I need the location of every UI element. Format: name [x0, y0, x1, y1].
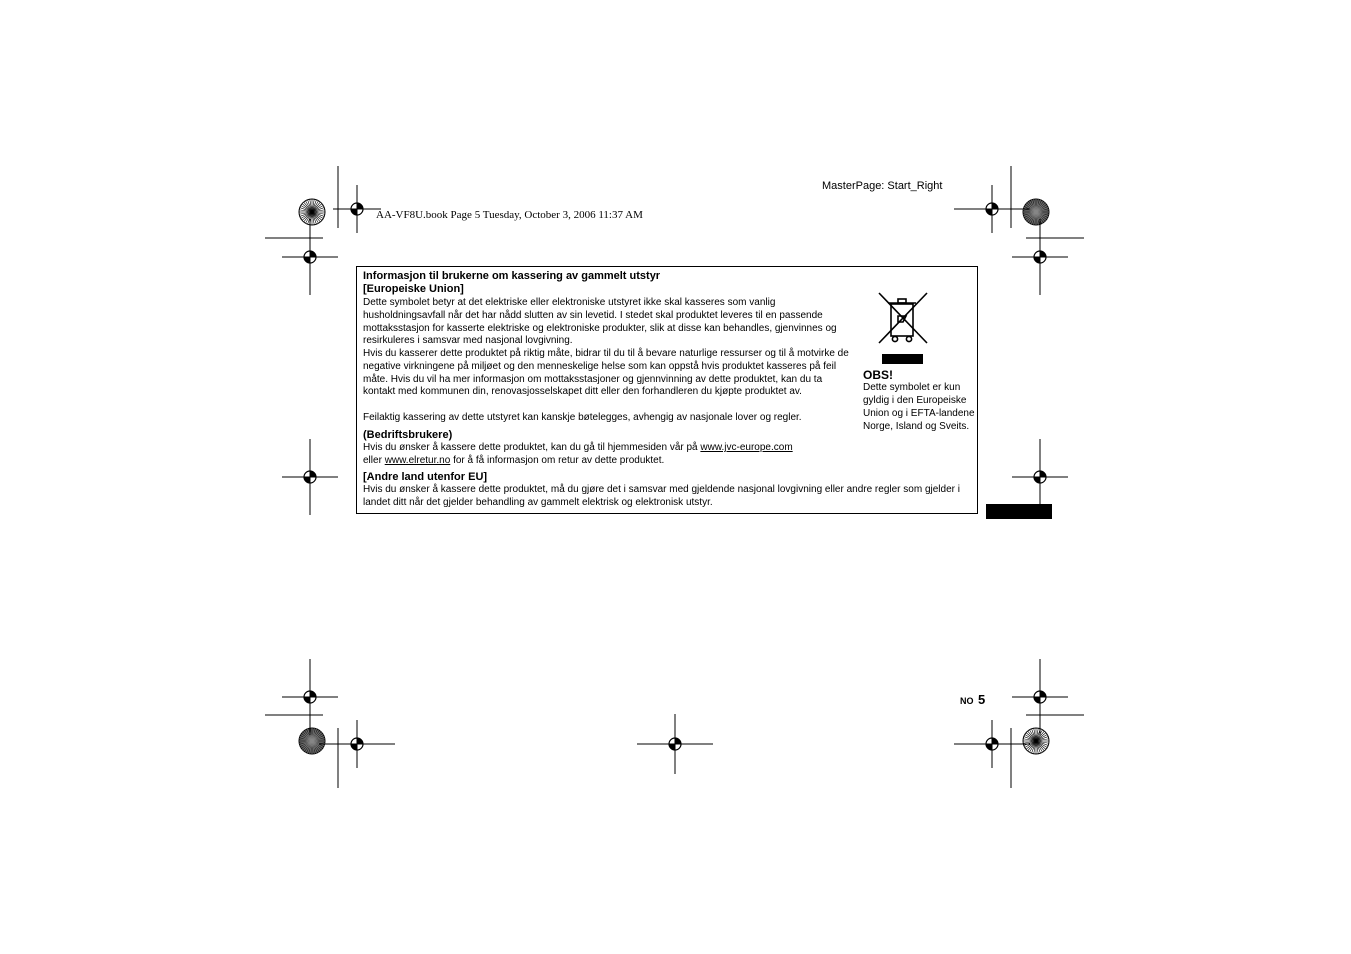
business-text-3: for å få informasjon om retur av dette produktet.	[453, 454, 665, 466]
eu-heading: [Europeiske Union]	[363, 283, 464, 295]
thumb-tab	[986, 504, 1052, 519]
eu-paragraph-2: Hvis du kasserer dette produktet på riktig måte, bidrar til du til å bevare naturlige ressurser og til å motvirke de negative virkningene på miljøet og den menneskelige helse som kan oppstå hvis produktet kasseres på feil måte. Hvis du vil ha mer informasjon om mottaksstasjoner og gjennvinning av dette produktet, kan du ta kontakt med kommunen din, renovasjosselskapet ditt eller den forhandleren du kjøpte produktet av.	[363, 348, 849, 398]
business-paragraph	[363, 442, 857, 468]
other-countries-text: Hvis du ønsker å kassere dette produktet, må du gjøre det i samsvar med gjeldende nasjonal lovgivning eller andre regler som gjelder i landet ditt når det gjelder behandling av gammelt elektrisk og elektronisk utstyr.	[363, 484, 960, 508]
obs-title: OBS!	[863, 368, 893, 382]
page-number-value: 5	[977, 692, 986, 707]
business-heading: (Bedriftsbrukere)	[363, 429, 453, 441]
book-info-line: AA-VF8U.book Page 5 Tuesday, October 3, 2006 11:37 AM	[376, 209, 643, 221]
info-title: Informasjon til brukerne om kassering av gammelt utstyr	[363, 270, 661, 282]
weee-crossed-bin-icon	[876, 290, 932, 366]
obs-text: Dette symbolet er kun gyldig i den Europeiske Union og i EFTA-landene Norge, Island og Sveits.	[863, 382, 975, 432]
jvc-europe-link[interactable]: www.jvc-europe.com	[700, 442, 793, 453]
business-text-1: Hvis du ønsker å kassere dette produktet, kan du gå til hjemmesiden vår på	[363, 442, 698, 453]
other-countries-heading: [Andre land utenfor EU]	[363, 471, 488, 483]
eu-paragraph-3: Feilaktig kassering av dette utstyret kan kanskje bøtelegges, avhengig av nasjonale lover og regler.	[363, 412, 802, 423]
page-number	[960, 691, 985, 709]
eu-paragraph-1: Dette symbolet betyr at det elektriske eller elektroniske utstyret ikke skal kasseres som vanlig husholdningsavfall når det har nådd slutten av sin levetid. I stedet skal produktet leveres til en passende mottaksstasjon for kasserte elektriske og elektroniske produkter, slik at disse kan behandles, gjenvinnes og resirkuleres i samsvar med nasjonal lovgivning.	[363, 297, 837, 347]
masterpage-label: MasterPage: Start_Right	[822, 180, 943, 192]
elretur-link[interactable]: www.elretur.no	[384, 454, 451, 466]
business-text-2: eller	[363, 454, 382, 466]
language-code: NO	[960, 696, 974, 706]
